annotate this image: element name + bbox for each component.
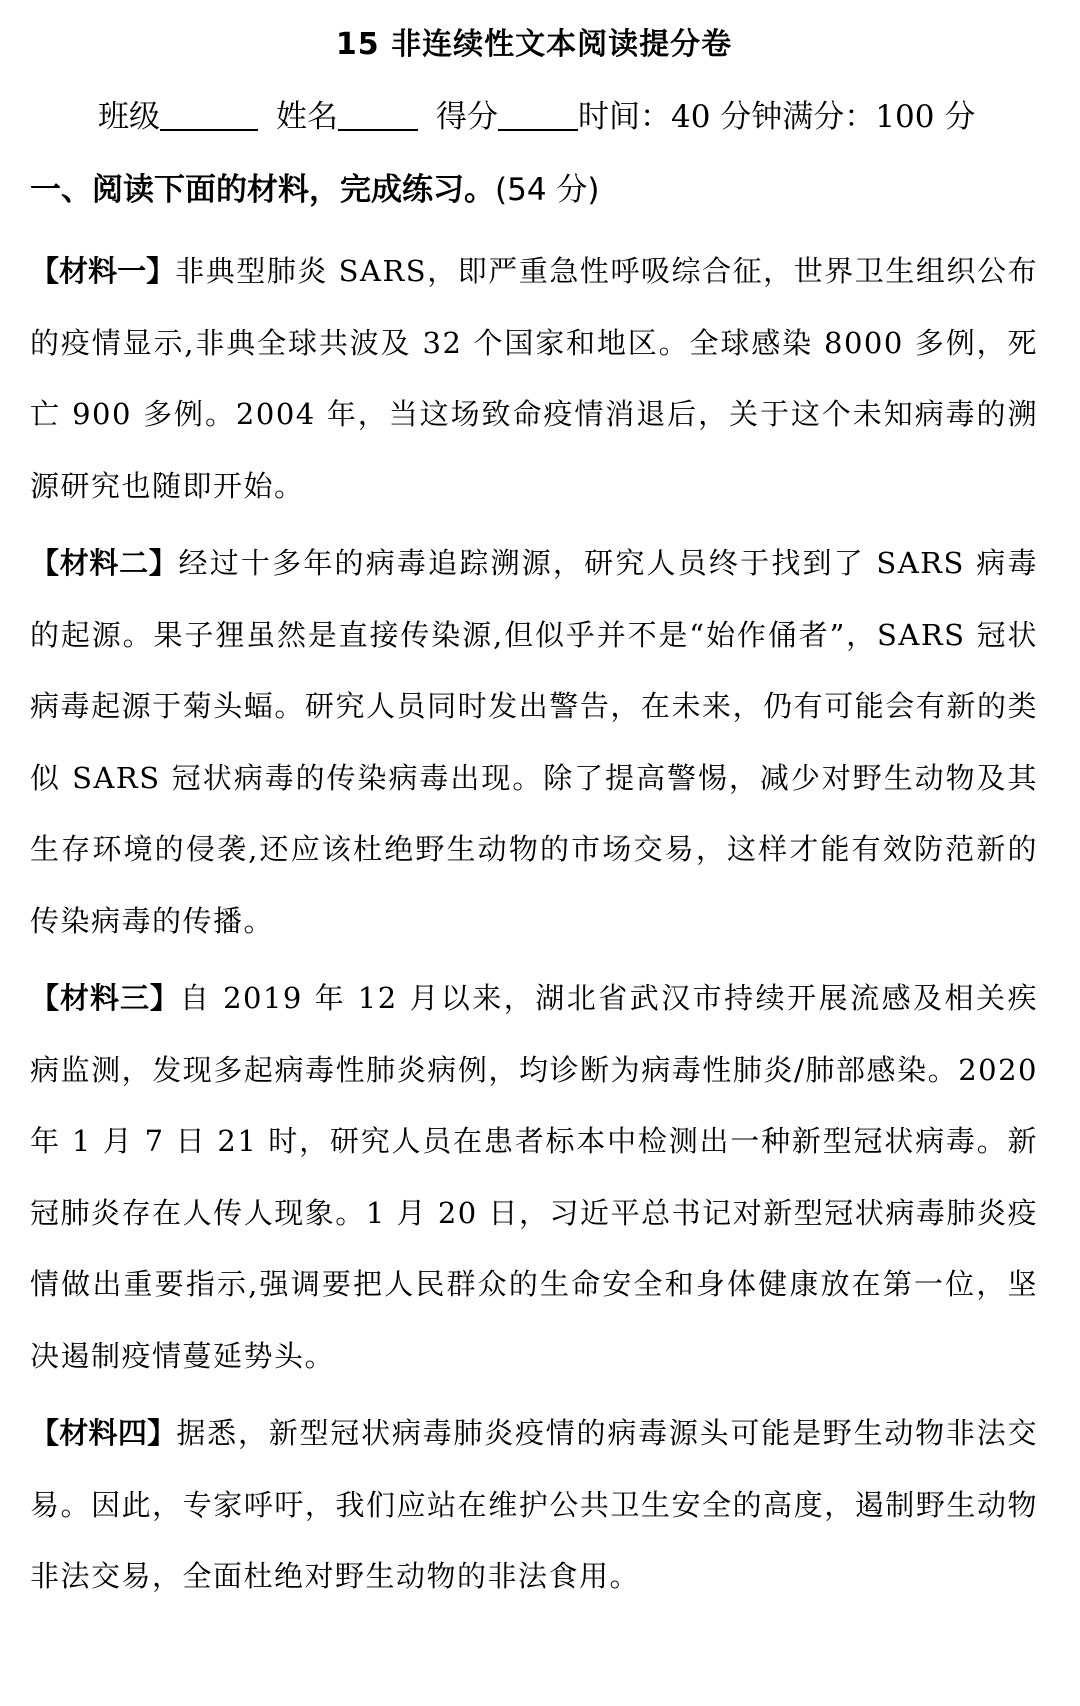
section-one-heading [30,150,1038,230]
page-title: 15 非连续性文本阅读提分卷 [335,27,733,62]
material-three-text: 自 2019 年 12 月以来，湖北省武汉市持续开展流感及相关疾病监测，发现多起病毒性肺炎病例，均诊断为病毒性肺炎/肺部感染。2020 年 1 月 7 日 21 时，研究人员在患者标本中检测出一种新型冠状病毒。新冠肺炎存在人传人现象。1 月 20 日，习近平总书记对新型冠状病毒肺炎疫情做出重要指示,强调要把人民群众的生命安全和身体健康放在第一位，坚决遏制疫情蔓延势头。 [30,981,1038,1373]
material-three-label: 【材料三】 [30,981,180,1015]
material-one [30,236,1038,522]
name-blank [338,95,418,131]
material-two [30,528,1038,957]
name-label: 姓名 [276,99,338,135]
material-four [30,1398,1038,1613]
student-info-line [30,84,1038,150]
time-and-total-score: 时间：40 分钟满分：100 分 [578,99,976,135]
material-four-text: 据悉，新型冠状病毒肺炎疫情的病毒源头可能是野生动物非法交易。因此，专家呼吁，我们应站在维护公共卫生安全的高度，遏制野生动物非法交易，全面杜绝对野生动物的非法食用。 [30,1416,1038,1593]
material-one-text: 非典型肺炎 SARS，即严重急性呼吸综合征，世界卫生组织公布的疫情显示,非典全球共波及 32 个国家和地区。全球感染 8000 多例，死亡 900 多例。2004 年，当这场致命疫情消退后，关于这个未知病毒的溯源研究也随即开始。 [30,254,1038,503]
score-label: 得分 [436,99,498,135]
section-one-instruction: 一、阅读下面的材料，完成练习。 [30,172,495,208]
material-two-text: 经过十多年的病毒追踪溯源，研究人员终于找到了 SARS 病毒的起源。果子狸虽然是直接传染源,但似乎并不是“始作俑者”，SARS 冠状病毒起源于菊头蝠。研究人员同时发出警告，在未来，仍有可能会有新的类似 SARS 冠状病毒的传染病毒出现。除了提高警惕，减少对野生动物及其生存环境的侵袭,还应该杜绝野生动物的市场交易，这样才能有效防范新的传染病毒的传播。 [30,546,1038,938]
material-two-label: 【材料二】 [30,546,179,580]
material-one-label: 【材料一】 [30,254,176,288]
material-four-label: 【材料四】 [30,1416,177,1450]
class-blank [160,95,258,131]
material-three [30,963,1038,1392]
score-blank [498,95,578,131]
section-one-score: (54 分) [495,172,600,208]
class-label: 班级 [98,99,160,135]
